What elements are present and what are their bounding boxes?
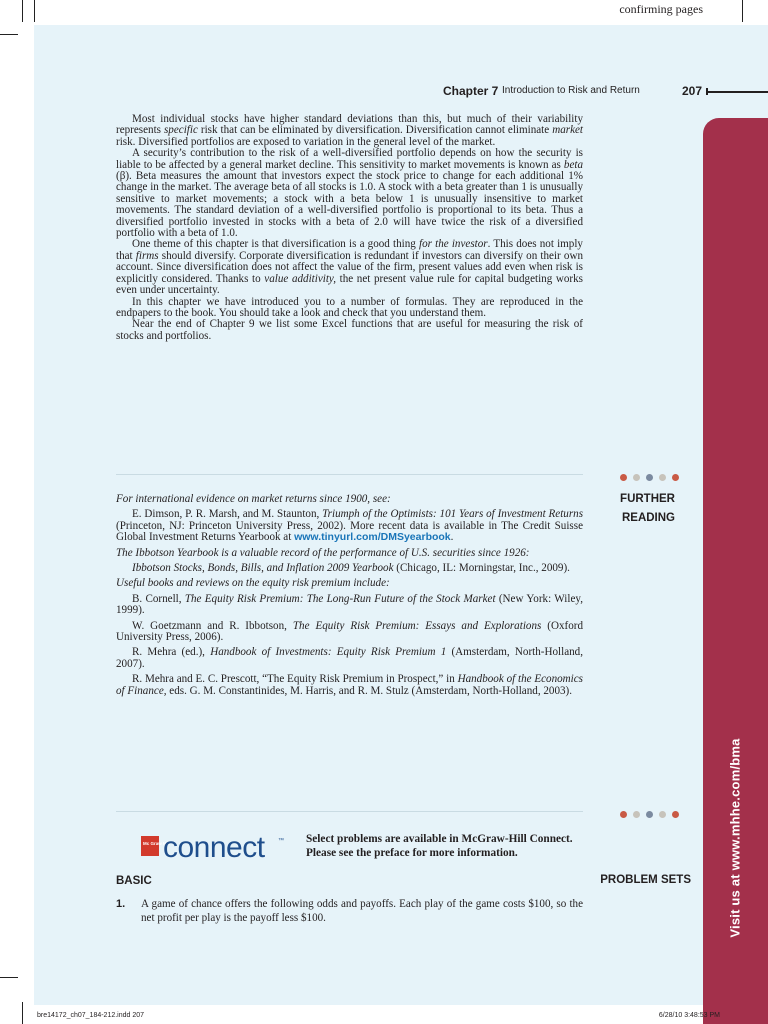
text-run: R. Mehra and E. C. Prescott, “The Equity Risk Premium in Prospect,” in — [132, 673, 458, 686]
text-run: (Amsterdam, North-Holland, 2007). — [116, 646, 583, 670]
reading-intro: The Ibbotson Yearbook is a valuable record of the performance of U.S. securities since 1926: — [116, 546, 530, 559]
reference-item — [116, 594, 583, 617]
text-run: risk. Diversified portfolios are exposed to variation in the general level of the market. — [116, 135, 496, 148]
dot — [659, 474, 666, 481]
crop-mark — [742, 0, 743, 22]
section-dots — [620, 811, 682, 819]
text-run: R. Mehra (ed.), — [132, 646, 211, 659]
text-run: W. Goetzmann and R. Ibbotson, — [132, 619, 293, 632]
text-run: B. Cornell, — [132, 592, 185, 605]
summary-text — [116, 114, 583, 342]
crop-mark — [34, 0, 35, 22]
connect-wordmark: connect — [163, 831, 265, 861]
text-run: (β). Beta measures the amount that investors expect the stock price to change for each additional 1% change in the market. The average beta of all stocks is 1.0. A stock with a beta greater than 1 is unusually sensitive to market movements; a stock with a beta below 1 is unusually insensitive to market movements. The standard deviation of a well-diversified portfolio is proportional to its beta. Thus a diversified portfolio invested in stocks with a beta of 2.0 will have twice the risk of a diversified portfolio with a beta of 1.0. — [116, 170, 583, 240]
text-run: (Chicago, IL: Morningstar, Inc., 2009). — [393, 562, 570, 575]
dot — [672, 474, 679, 481]
text-run: E. Dimson, P. R. Marsh, and M. Staunton, — [132, 508, 323, 521]
file-slug: bre14172_ch07_184-212.indd 207 — [37, 1012, 145, 1019]
emphasis: firms — [135, 249, 159, 262]
dot — [646, 474, 653, 481]
reference-item — [116, 647, 583, 670]
problem-sets-heading: PROBLEM SETS — [600, 874, 691, 886]
text-run: should diversify. Corporate diversification is redundant if investors can diversify on their own account. Since diversification does not affect the value of the firm, present values add even when risk is explicitly considered. Thanks to — [116, 249, 583, 285]
section-divider — [116, 811, 583, 812]
crop-mark — [22, 1002, 23, 1024]
section-divider — [116, 474, 583, 475]
page-number: 207 — [682, 84, 703, 98]
dot — [646, 811, 653, 818]
text-run: Most individual stocks have higher standard deviations than this, but much of their variability represents — [116, 113, 583, 137]
emphasis: specific — [163, 124, 198, 137]
dot — [620, 811, 627, 818]
paragraph — [116, 148, 583, 239]
reference-title: Triumph of the Optimists: 101 Years of Investment Returns — [322, 508, 584, 521]
reference-title: Ibbotson Stocks, Bonds, Bills, and Inflation 2009 Yearbook — [132, 562, 394, 575]
emphasis: market — [552, 124, 583, 137]
paragraph: Near the end of Chapter 9 we list some Excel functions that are useful for measuring the risk of stocks and portfolios. — [116, 318, 583, 342]
reference-item — [116, 509, 583, 543]
crop-mark — [0, 34, 18, 35]
section-dots — [620, 474, 682, 482]
text-run: . This does not imply that — [116, 238, 583, 262]
text-run: the net present value rule for capital budgeting works even under uncertainty. — [116, 272, 583, 297]
date-slug: 6/28/10 3:48:53 PM — [658, 1012, 720, 1019]
problem-text: A game of chance offers the following odds and payoffs. Each play of the game costs $100, so the net profit per play is the payoff less $100. — [141, 898, 583, 924]
dot — [633, 811, 640, 818]
mcgraw-hill-mark — [141, 836, 159, 856]
reference-title: Handbook of the Economics of Finance, — [116, 673, 583, 697]
dot — [672, 811, 679, 818]
yearbook-link[interactable]: www.tinyurl.com/DMSyearbook — [294, 531, 451, 544]
further-reading-list — [116, 494, 583, 701]
connect-logo — [141, 831, 286, 861]
slug-confirming-pages: confirming pages — [619, 2, 703, 16]
paragraph — [116, 114, 583, 148]
dot — [659, 811, 666, 818]
paragraph — [116, 239, 583, 296]
reference-item — [116, 674, 583, 697]
sidebar-url-text: Visit us at www.mhhe.com/bma — [727, 738, 743, 938]
heading-line: FURTHER — [620, 493, 675, 505]
text-run: (Oxford University Press, 2006). — [116, 619, 583, 644]
trademark-symbol: ™ — [278, 838, 284, 844]
reading-intro: For international evidence on market returns since 1900, see: — [116, 493, 391, 505]
emphasis: for the investor — [419, 238, 488, 251]
emphasis: value additivity, — [264, 272, 337, 285]
text-run: (New York: Wiley, 1999). — [116, 592, 583, 617]
connect-note: Select problems are available in McGraw-Hill Connect. Please see the preface for more information. — [306, 833, 573, 859]
problem-number: 1. — [116, 898, 126, 910]
further-reading-heading — [600, 490, 675, 528]
dot — [620, 474, 627, 481]
reference-title: The Equity Risk Premium: Essays and Explorations — [292, 619, 542, 632]
paragraph: In this chapter we have introduced you to a number of formulas. They are reproduced in the endpapers to the book. You should take a look and check that you understand them. — [116, 295, 583, 319]
mcgraw-hill-mark-text: Mc Graw Hill — [143, 841, 171, 846]
heading-line: READING — [621, 512, 675, 524]
emphasis: beta — [563, 158, 583, 171]
reference-title: The Equity Risk Premium: The Long-Run Future of the Stock Market — [184, 592, 496, 605]
reading-intro: Useful books and reviews on the equity risk premium include: — [116, 577, 390, 590]
chapter-label: Chapter 7 — [443, 84, 499, 98]
header-rule — [706, 91, 768, 93]
reference-item — [116, 563, 583, 574]
reference-title: Handbook of Investments: Equity Risk Premium 1 — [210, 646, 447, 659]
basic-heading: BASIC — [116, 875, 152, 887]
dot — [633, 474, 640, 481]
text-run: (Princeton, NJ: Princeton University Press, 2002). More recent data is available in The Credit Suisse Global Investment Returns Yearbook at — [116, 519, 583, 544]
chapter-title: Introduction to Risk and Return — [502, 85, 640, 96]
crop-mark — [22, 0, 23, 22]
text-run: A security’s contribution to the risk of a well-diversified portfolio depends on how the security is liable to be affected by a general market decline. This sensitivity to market movements is known as — [116, 147, 583, 171]
crop-mark — [0, 977, 18, 978]
text-run: . — [450, 531, 454, 544]
text-run: risk that can be eliminated by diversification. Diversification cannot eliminate — [197, 124, 553, 137]
text-run: eds. G. M. Constantinides, M. Harris, and R. M. Stulz (Amsterdam, North-Holland, 2003). — [166, 684, 573, 697]
text-run: One theme of this chapter is that diversification is a good thing — [132, 238, 419, 251]
reference-item — [116, 621, 583, 644]
